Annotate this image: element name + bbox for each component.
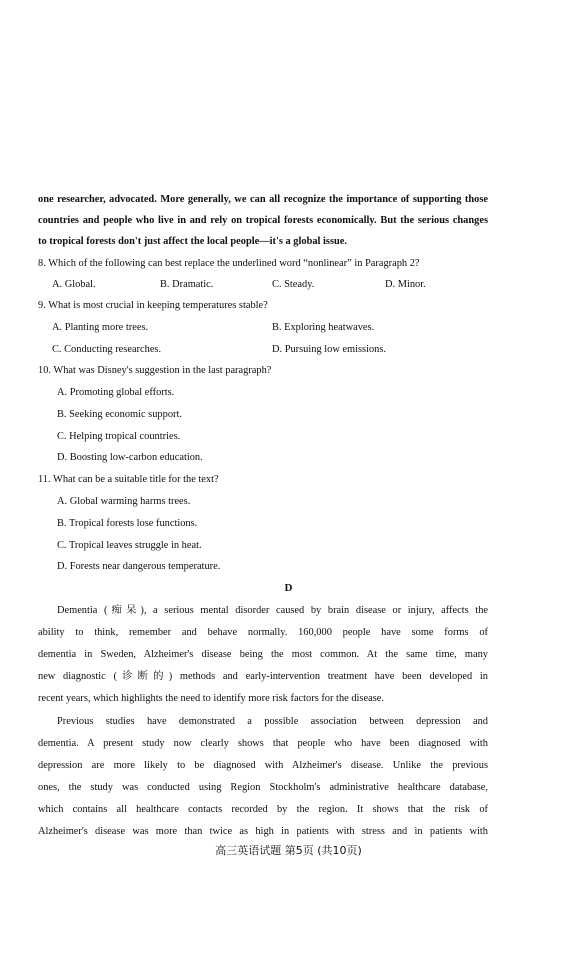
question-10-stem: 10. What was Disney's suggestion in the last paragraph? [38,365,272,376]
question-8-option-b[interactable]: B. Dramatic. [160,279,214,290]
paragraph-line: ones, the study was conducted using Region Stockholm's administrative healthcare database, [38,782,488,793]
question-11-option-a[interactable]: A. Global warming harms trees. [57,496,191,507]
paragraph-line: countries and people who live in and rely on tropical forests economically. But the serious changes [38,215,488,226]
question-11-stem: 11. What can be a suitable title for the text? [38,474,219,485]
question-10-option-c[interactable]: C. Helping tropical countries. [57,431,181,442]
paragraph-line: dementia. A present study now clearly shows that people who have been diagnosed with [38,738,488,749]
paragraph-line: new diagnostic (诊断的) methods and early-intervention treatment have been developed in [38,671,488,682]
question-11-option-d[interactable]: D. Forests near dangerous temperature. [57,561,221,572]
paragraph-line: dementia in Sweden, Alzheimer's disease being the most common. At the same time, many [38,649,488,660]
question-10-option-d[interactable]: D. Boosting low-carbon education. [57,452,203,463]
paragraph-line: recent years, which highlights the need to identify more risk factors for the disease. [38,693,384,704]
question-11-option-c[interactable]: C. Tropical leaves struggle in heat. [57,540,202,551]
question-8-option-d[interactable]: D. Minor. [385,279,426,290]
question-9-stem: 9. What is most crucial in keeping temperatures stable? [38,300,268,311]
question-8-option-c[interactable]: C. Steady. [272,279,315,290]
paragraph-line: to tropical forests don't just affect the local people—it's a global issue. [38,236,348,247]
paragraph-line: which contains all healthcare contacts recorded by the region. It shows that the risk of [38,804,488,815]
question-11-option-b[interactable]: B. Tropical forests lose functions. [57,518,198,529]
page-footer: 高三英语试题 第5页 (共10页) [215,844,362,857]
question-8-stem: 8. Which of the following can best replace the underlined word “nonlinear” in Paragraph 2? [38,258,420,269]
paragraph-line: Previous studies have demonstrated a possible association between depression and [57,716,488,727]
question-8-option-a[interactable]: A. Global. [52,279,96,290]
paragraph-line: Dementia (痴呆), a serious mental disorder caused by brain disease or injury, affects the [57,605,488,616]
question-9-option-d[interactable]: D. Pursuing low emissions. [272,344,387,355]
paragraph-line: Alzheimer's disease was more than twice as high in patients with stress and in patients with [38,826,488,837]
question-9-option-a[interactable]: A. Planting more trees. [52,322,149,333]
question-10-option-b[interactable]: B. Seeking economic support. [57,409,182,420]
paragraph-line: ability to think, remember and behave normally. 160,000 people have some forms of [38,627,488,638]
question-9-option-b[interactable]: B. Exploring heatwaves. [272,322,375,333]
section-heading: D [284,582,293,594]
paragraph-line: depression are more likely to be diagnosed with Alzheimer's disease. Unlike the previous [38,760,488,771]
question-9-option-c[interactable]: C. Conducting researches. [52,344,162,355]
question-10-option-a[interactable]: A. Promoting global efforts. [57,387,175,398]
paragraph-line: one researcher, advocated. More generally, we can all recognize the importance of supporting those [38,194,488,205]
